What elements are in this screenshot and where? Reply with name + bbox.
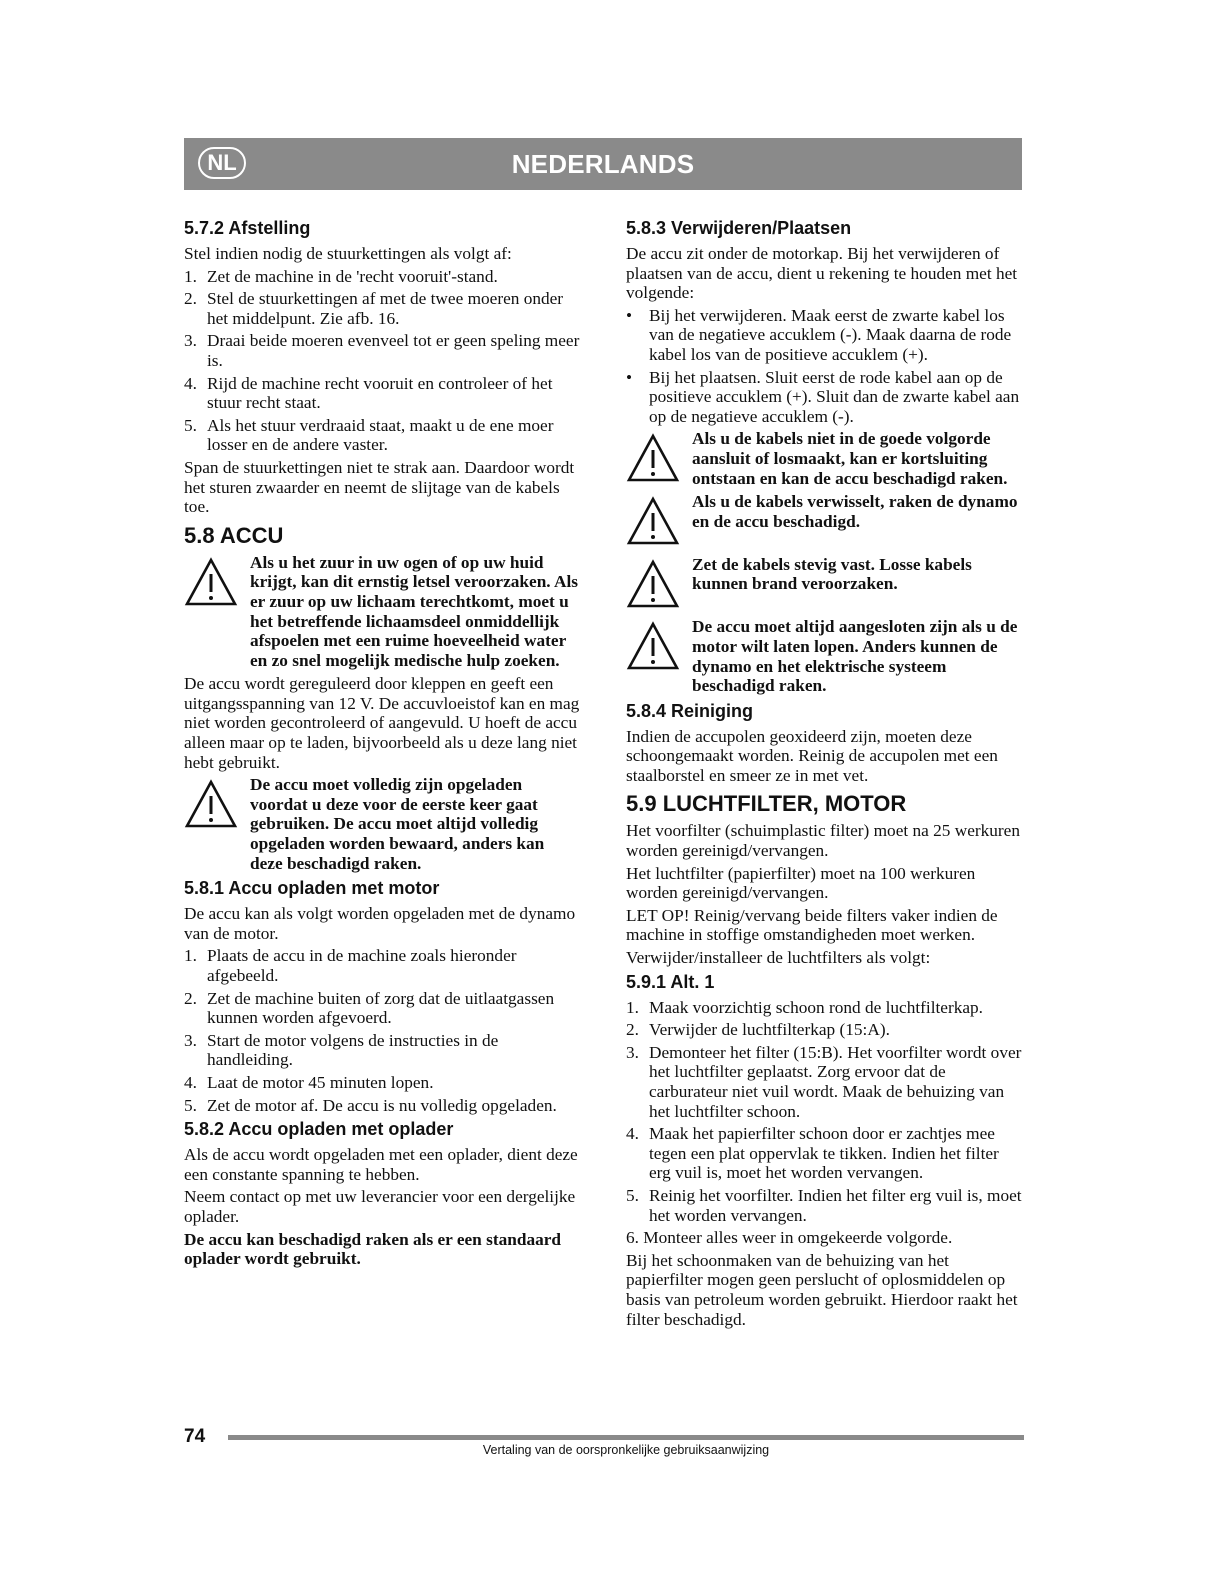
list-item: 1. Maak voorzichtig schoon rond de luchtfilterkap.	[626, 997, 984, 1017]
list-item: 4. Maak het papierfilter schoon door er zachtjes mee tegen een plat oppervlak te tikken. Indien het filter erg vuil is, moet het worden vervangen.	[626, 1124, 999, 1183]
page-number: 74	[184, 1426, 206, 1447]
warning-block	[184, 553, 580, 671]
warning-triangle-icon	[626, 555, 692, 614]
footer-rule	[228, 1435, 1024, 1440]
warning-triangle-icon	[626, 429, 692, 488]
list-item: 2. Stel de stuurkettingen af met de twee moeren onder het middelpunt. Zie afb. 16.	[184, 289, 564, 328]
warning-text: Als u de kabels niet in de goede volgorde aansluit of losmaakt, kan er kortsluiting ontstaan en kan de accu beschadigd raken.	[692, 429, 1008, 488]
section-paragraph: Het luchtfilter (papierfilter) moet na 100 werkuren worden gereinigd/vervangen.	[626, 863, 976, 903]
warning-text: De accu moet altijd aangesloten zijn als u de motor wilt laten lopen. Anders kunnen de dynamo en het elektrische systeem beschadigd raken.	[692, 617, 1018, 696]
section-paragraph: Bij het schoonmaken van de behuizing van het papierfilter mogen geen perslucht of oplosmiddelen op basis van petroleum worden gebruikt. Hierdoor raakt het filter beschadigd.	[626, 1250, 1018, 1329]
list-item: 5. Als het stuur verdraaid staat, maakt u de ene moer losser en de andere vaster.	[184, 415, 554, 455]
list-item: 4. Rijd de machine recht vooruit en controleer of het stuur recht staat.	[184, 373, 553, 413]
warning-triangle-icon	[184, 775, 250, 834]
footer-caption: Vertaling van de oorspronkelijke gebruiksaanwijzing	[482, 1443, 770, 1457]
list-item: 3. Draai beide moeren evenveel tot er geen speling meer is.	[184, 331, 580, 370]
list-item: 3. Demonteer het filter (15:B). Het voorfilter wordt over het luchtfilter geplaatst. Zorg ervoor dat de carburateur niet vuil wordt. Maak de behuizing van het luchtfilter schoon.	[626, 1042, 1022, 1121]
warning-triangle-icon	[626, 617, 692, 676]
warning-block	[626, 555, 1022, 614]
list-item: 2. Zet de machine buiten of zorg dat de uitlaatgassen kunnen worden afgevoerd.	[184, 988, 555, 1028]
list-item: • Bij het plaatsen. Sluit eerst de rode kabel aan op de positieve accuklem (+). Sluit dan de zwarte kabel aan op de negatieve accuklem (-).	[626, 367, 1020, 426]
section-intro: De accu zit onder de motorkap. Bij het verwijderen of plaatsen van de accu, dient u rekening te houden met het volgende:	[626, 244, 1018, 303]
list-item: 5. Reinig het voorfilter. Indien het filter erg vuil is, moet het worden vervangen.	[626, 1185, 1022, 1225]
section-paragraph: Neem contact op met uw leverancier voor een dergelijke oplader.	[184, 1187, 576, 1226]
list-item: 3. Start de motor volgens de instructies in de handleiding.	[184, 1030, 499, 1070]
section-paragraph: Indien de accupolen geoxideerd zijn, moeten deze schoongemaakt worden. Reinig de accupolen met een staalborstel en smeer ze in met vet.	[626, 726, 998, 785]
section-heading-5-8-1: 5.8.1 Accu opladen met motor	[184, 878, 440, 899]
list-item: 1. Zet de machine in de 'recht vooruit'-stand.	[184, 266, 498, 286]
language-badge: NL	[198, 147, 246, 179]
warning-triangle-icon	[184, 553, 250, 612]
section-paragraph: De accu wordt gereguleerd door kleppen en geeft een uitgangsspanning van 12 V. De accuvloeistof kan en mag niet worden gecontroleerd of aangevuld. U hoeft de accu alleen maar op te laden, bijvoorbeeld als u deze lang niet hebt gebruikt.	[184, 674, 580, 772]
section-warning-paragraph: De accu kan beschadigd raken als er een standaard oplader wordt gebruikt.	[184, 1229, 562, 1269]
section-intro: Stel indien nodig de stuurkettingen als volgt af:	[184, 244, 512, 263]
section-heading-5-8-3: 5.8.3 Verwijderen/Plaatsen	[626, 218, 852, 238]
warning-block	[626, 429, 1022, 488]
steps-list-5-7-2	[184, 267, 580, 455]
section-heading-5-9-1: 5.9.1 Alt. 1	[626, 971, 715, 992]
left-column	[184, 214, 580, 1272]
warning-text: Zet de kabels stevig vast. Losse kabels kunnen brand veroorzaken.	[692, 554, 972, 594]
section-heading-5-8-4: 5.8.4 Reiniging	[626, 700, 754, 721]
section-intro: De accu kan als volgt worden opgeladen met de dynamo van de motor.	[184, 904, 576, 943]
section-paragraph: Als de accu wordt opgeladen met een oplader, dient deze een constante spanning te hebben.	[184, 1145, 578, 1184]
section-note: Span de stuurkettingen niet te strak aan. Daardoor wordt het sturen zwaarder en neemt de slijtage van de kabels toe.	[184, 457, 575, 517]
warning-block	[626, 617, 1022, 695]
list-item: 4. Laat de motor 45 minuten lopen.	[184, 1072, 434, 1092]
section-heading-5-8: 5.8 ACCU	[184, 522, 284, 548]
section-paragraph: Het voorfilter (schuimplastic filter) moet na 25 werkuren worden gereinigd/vervangen.	[626, 821, 1020, 861]
warning-triangle-icon	[626, 492, 692, 551]
section-heading-5-9: 5.9 LUCHTFILTER, MOTOR	[626, 791, 907, 817]
steps-list-5-9-1	[626, 998, 1022, 1226]
list-item: 2. Verwijder de luchtfilterkap (15:A).	[626, 1020, 890, 1040]
warning-block	[626, 492, 1022, 551]
warning-text: De accu moet volledig zijn opgeladen voordat u deze voor de eerste keer gaat gebruiken. De accu moet altijd volledig opgeladen worden bewaard, anders kan deze beschadigd raken.	[250, 775, 545, 873]
list-item: 1. Plaats de accu in de machine zoals hieronder afgebeeld.	[184, 946, 517, 985]
language-header-bar	[184, 138, 1022, 190]
list-item: • Bij het verwijderen. Maak eerst de zwarte kabel los van de negatieve accuklem (-). Maak daarna de rode kabel los van de positieve accuklem (+).	[626, 305, 1012, 364]
steps-list-5-8-1	[184, 946, 580, 1115]
list-item: 5. Zet de motor af. De accu is nu volledig opgeladen.	[184, 1095, 557, 1115]
warning-block	[184, 775, 580, 873]
section-heading-5-8-2: 5.8.2 Accu opladen met oplader	[184, 1119, 454, 1140]
section-paragraph: LET OP! Reinig/vervang beide filters vaker indien de machine in stoffige omstandigheden moet werken.	[626, 905, 998, 945]
section-paragraph: 6. Monteer alles weer in omgekeerde volgorde.	[626, 1228, 953, 1248]
section-heading-5-7-2: 5.7.2 Afstelling	[184, 218, 311, 238]
right-column	[626, 214, 1022, 1332]
bullet-list-5-8-3	[626, 306, 1022, 427]
warning-text: Als u de kabels verwisselt, raken de dynamo en de accu beschadigd.	[692, 492, 1018, 531]
section-paragraph: Verwijder/installeer de luchtfilters als volgt:	[626, 948, 931, 968]
warning-text: Als u het zuur in uw ogen of op uw huid krijgt, kan dit ernstig letsel veroorzaken. Als er zuur op uw lichaam terechtkomt, moet u het betreffende lichaamsdeel onmiddellijk afspoelen met een ruime hoeveelheid water en zo snel mogelijk medische hulp zoeken.	[250, 552, 578, 670]
language-title: NEDERLANDS	[511, 149, 695, 179]
